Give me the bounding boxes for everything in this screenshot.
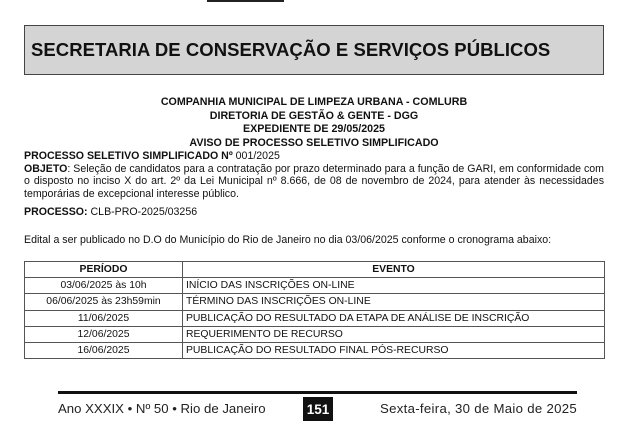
section-title: SECRETARIA DE CONSERVAÇÃO E SERVIÇOS PÚBLICOS bbox=[31, 39, 551, 60]
processo-line bbox=[24, 206, 604, 218]
column-header-periodo: PERÍODO bbox=[25, 262, 183, 278]
expediente-date: EXPEDIENTE DE 29/05/2025 bbox=[243, 123, 385, 136]
publication-date: Sexta-feira, 30 de Maio de 2025 bbox=[380, 401, 577, 416]
notice-title: AVISO DE PROCESSO SELETIVO SIMPLIFICADO bbox=[189, 136, 439, 149]
organization-heading bbox=[24, 96, 604, 150]
table-row bbox=[25, 294, 605, 310]
org-department: DIRETORIA DE GESTÃO & GENTE - DGG bbox=[209, 109, 419, 122]
table-row bbox=[25, 310, 605, 326]
column-header-evento: EVENTO bbox=[183, 262, 605, 278]
period-cell: 16/06/2025 bbox=[25, 342, 183, 358]
page-footer bbox=[58, 397, 577, 423]
objeto-label: OBJETO bbox=[24, 163, 68, 175]
schedule-table bbox=[24, 261, 605, 359]
period-cell: 12/06/2025 bbox=[25, 326, 183, 342]
process-number-value: 001/2025 bbox=[232, 150, 280, 162]
process-number-label: PROCESSO SELETIVO SIMPLIFICADO Nº bbox=[24, 150, 233, 162]
period-cell: 06/06/2025 às 23h59min bbox=[25, 294, 183, 310]
objeto-paragraph bbox=[24, 163, 604, 200]
event-cell: PUBLICAÇÃO DO RESULTADO DA ETAPA DE ANÁLISE DE INSCRIÇÃO bbox=[183, 310, 605, 326]
table-row bbox=[25, 326, 605, 342]
edition-info: Ano XXXIX • Nº 50 • Rio de Janeiro bbox=[58, 401, 266, 416]
table-row bbox=[25, 278, 605, 294]
event-cell: TÉRMINO DAS INSCRIÇÕES ON-LINE bbox=[183, 294, 605, 310]
org-name: COMPANHIA MUNICIPAL DE LIMPEZA URBANA - COMLURB bbox=[160, 96, 468, 108]
process-number-line bbox=[24, 150, 604, 162]
processo-value: CLB-PRO-2025/03256 bbox=[87, 206, 198, 218]
table-header-row bbox=[25, 262, 605, 278]
table-row bbox=[25, 342, 605, 358]
event-cell: PUBLICAÇÃO DO RESULTADO FINAL PÓS-RECURSO bbox=[183, 342, 605, 358]
page-number: 151 bbox=[303, 397, 333, 421]
objeto-text: : Seleção de candidatos para a contratação por prazo determinado para a função de GARI, em conformidade com o disposto no inciso X do art. 2º da Lei Municipal nº 8.666, de 08 de novembro de 2024, para atender às necessidades temporárias de excepcional interesse público. bbox=[24, 163, 604, 200]
event-cell: INÍCIO DAS INSCRIÇÕES ON-LINE bbox=[183, 278, 605, 294]
section-header bbox=[24, 25, 604, 75]
period-cell: 11/06/2025 bbox=[25, 310, 183, 326]
top-divider bbox=[207, 0, 284, 2]
period-cell: 03/06/2025 às 10h bbox=[25, 278, 183, 294]
event-cell: REQUERIMENTO DE RECURSO bbox=[183, 326, 605, 342]
edital-note: Edital a ser publicado no D.O do Município do Rio de Janeiro no dia 03/06/2025 conforme o cronograma abaixo: bbox=[24, 234, 552, 246]
processo-label: PROCESSO: bbox=[24, 206, 88, 218]
footer-divider bbox=[58, 391, 577, 394]
